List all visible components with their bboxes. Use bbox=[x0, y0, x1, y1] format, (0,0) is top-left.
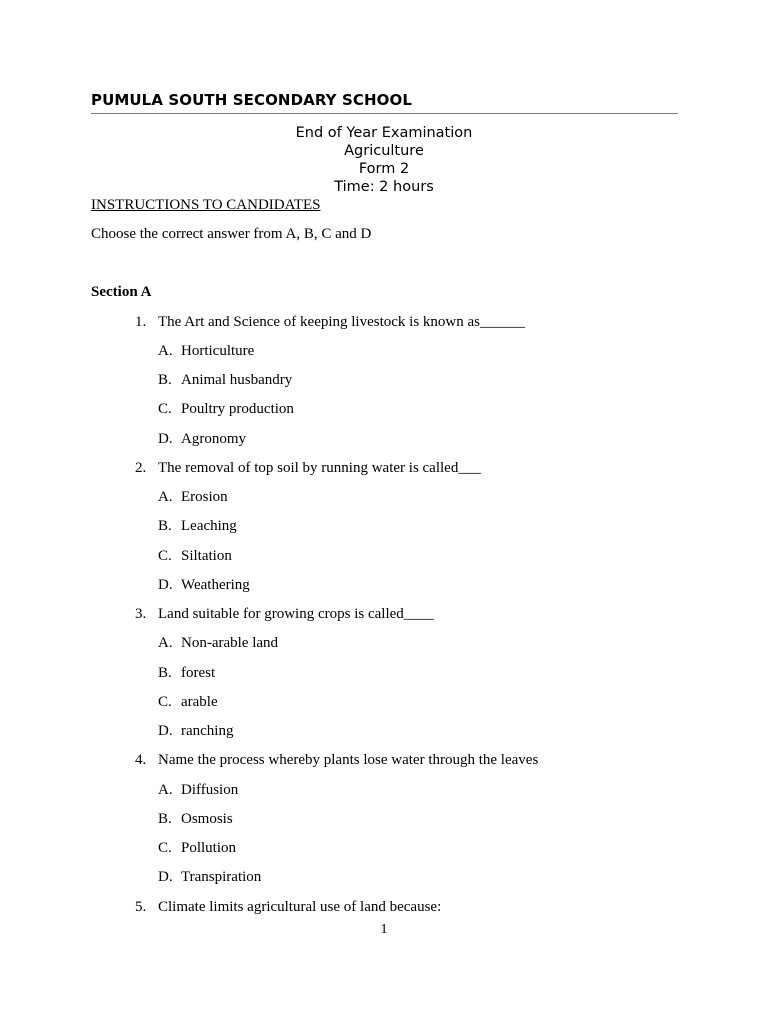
option-letter: B. bbox=[158, 518, 172, 534]
option-letter: A. bbox=[158, 635, 173, 651]
option-text: arable bbox=[181, 694, 218, 710]
option-text: Animal husbandry bbox=[181, 372, 293, 388]
time-label: Time: 2 hours bbox=[334, 179, 434, 195]
option-text: Leaching bbox=[181, 518, 237, 534]
option-letter: A. bbox=[158, 343, 173, 359]
question-number: 2. bbox=[135, 460, 147, 476]
exam-title: End of Year Examination bbox=[295, 125, 473, 141]
option-text: Horticulture bbox=[181, 343, 255, 359]
question-text: The removal of top soil by running water is called___ bbox=[158, 460, 481, 476]
option-text: Non-arable land bbox=[181, 635, 279, 651]
option-text: ranching bbox=[181, 723, 234, 739]
option-letter: B. bbox=[158, 372, 172, 388]
question-text: Land suitable for growing crops is called____ bbox=[158, 606, 434, 622]
option-text: Pollution bbox=[181, 840, 237, 856]
option-text: Agronomy bbox=[181, 431, 246, 447]
question-text: Name the process whereby plants lose water through the leaves bbox=[158, 752, 539, 768]
question-number: 4. bbox=[135, 752, 147, 768]
section-title: Section A bbox=[91, 284, 152, 300]
option-letter: C. bbox=[158, 694, 172, 710]
option-text: Osmosis bbox=[181, 811, 233, 827]
option-text: Siltation bbox=[181, 548, 232, 564]
option-letter: B. bbox=[158, 811, 172, 827]
option-letter: C. bbox=[158, 840, 172, 856]
header-divider bbox=[91, 113, 678, 114]
question-text: Climate limits agricultural use of land because: bbox=[158, 899, 442, 915]
question-number: 3. bbox=[135, 606, 147, 622]
option-text: Transpiration bbox=[181, 869, 262, 885]
page-number: 1 bbox=[380, 922, 388, 937]
instructions-heading: INSTRUCTIONS TO CANDIDATES bbox=[91, 197, 321, 213]
option-text: Weathering bbox=[181, 577, 250, 593]
option-letter: D. bbox=[158, 577, 173, 593]
option-letter: D. bbox=[158, 431, 173, 447]
option-letter: D. bbox=[158, 869, 173, 885]
option-letter: B. bbox=[158, 665, 172, 681]
subject-title: Agriculture bbox=[344, 143, 424, 159]
option-text: forest bbox=[181, 665, 216, 681]
option-text: Erosion bbox=[181, 489, 228, 505]
option-letter: A. bbox=[158, 489, 173, 505]
question-text: The Art and Science of keeping livestock is known as______ bbox=[158, 314, 526, 330]
question-number: 1. bbox=[135, 314, 147, 330]
option-letter: A. bbox=[158, 782, 173, 798]
question-number: 5. bbox=[135, 899, 147, 915]
option-letter: C. bbox=[158, 548, 172, 564]
option-letter: D. bbox=[158, 723, 173, 739]
option-letter: C. bbox=[158, 401, 172, 417]
option-text: Diffusion bbox=[181, 782, 239, 798]
school-name: PUMULA SOUTH SECONDARY SCHOOL bbox=[91, 91, 412, 109]
instructions-text: Choose the correct answer from A, B, C and D bbox=[91, 226, 372, 242]
form-label: Form 2 bbox=[358, 161, 410, 177]
option-text: Poultry production bbox=[181, 401, 294, 417]
